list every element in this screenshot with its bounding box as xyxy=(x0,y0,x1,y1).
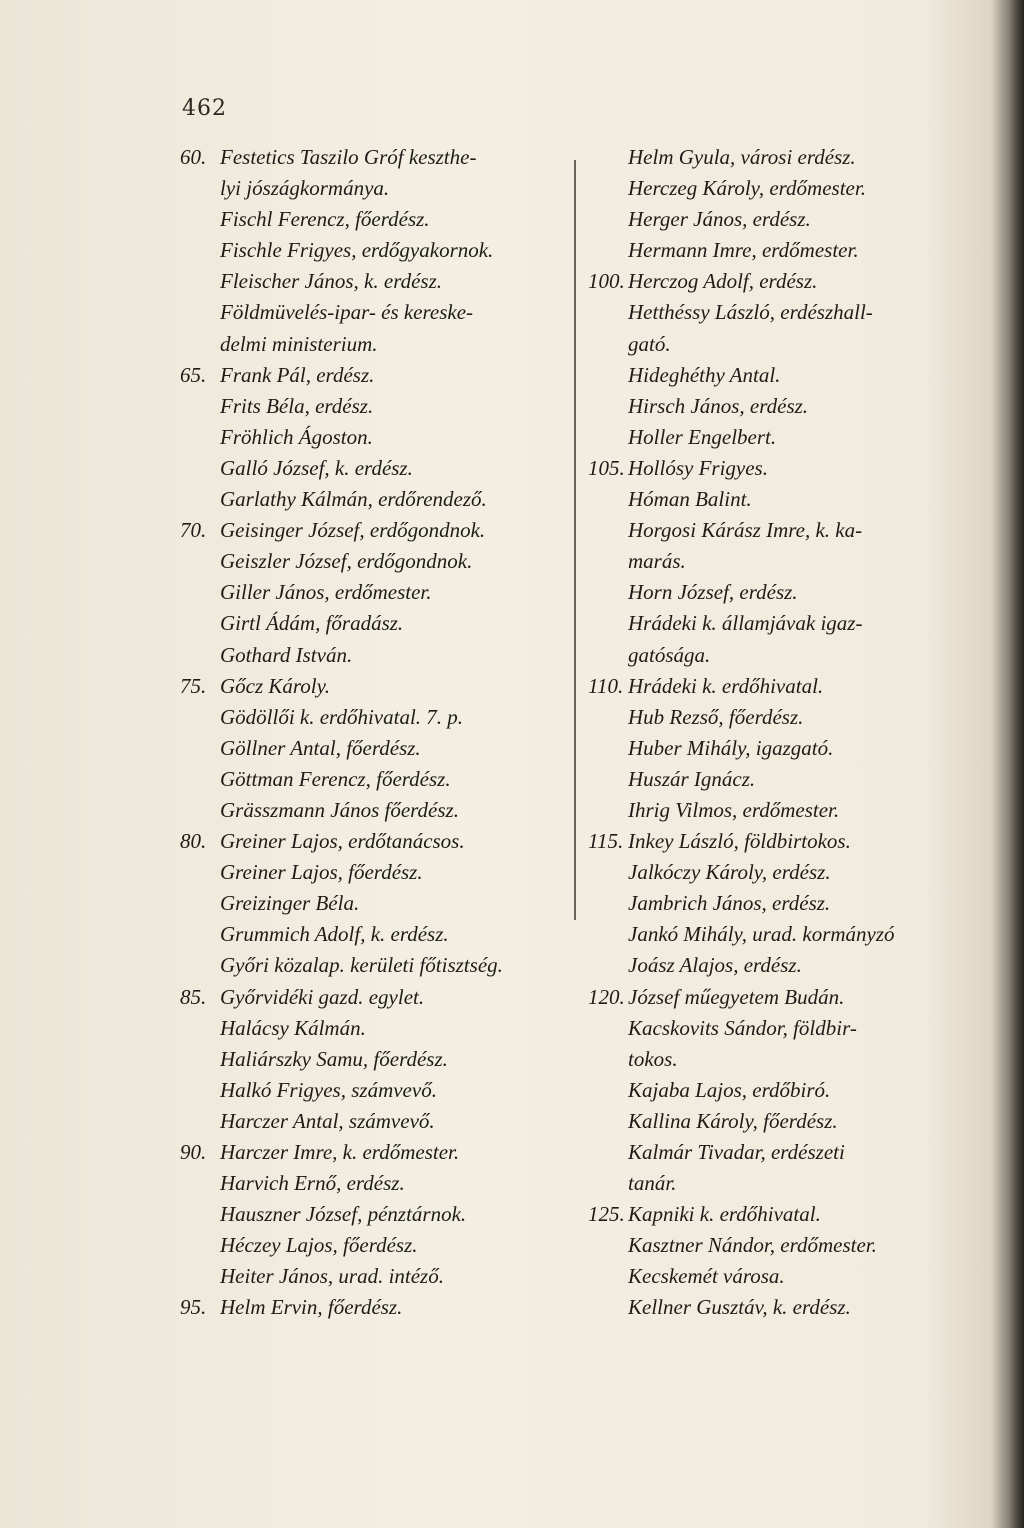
entry-number: 110. xyxy=(588,673,624,698)
list-entry xyxy=(588,297,978,328)
list-entry xyxy=(180,266,572,297)
list-entry xyxy=(588,1013,978,1044)
entry-text: Hermann Imre, erdőmester. xyxy=(628,238,859,263)
entry-text: Kapniki k. erdőhivatal. xyxy=(628,1202,821,1227)
list-entry xyxy=(180,1075,572,1106)
list-entry xyxy=(180,453,572,484)
entry-text: Hrádeki k. államjávak igaz- xyxy=(628,611,863,636)
list-entry xyxy=(180,422,572,453)
entry-number: 105. xyxy=(588,455,625,480)
list-entry xyxy=(180,982,572,1013)
entry-text: Helm Ervin, főerdész. xyxy=(220,1295,403,1320)
list-entry xyxy=(588,640,978,671)
entry-text: gató. xyxy=(628,331,671,356)
entry-text: Holler Engelbert. xyxy=(628,424,777,449)
entry-text: Halácsy Kálmán. xyxy=(220,1015,366,1040)
entry-text: lyi jószágkormánya. xyxy=(220,176,390,201)
entry-number: 75. xyxy=(180,673,207,698)
list-entry xyxy=(180,173,572,204)
entry-text: Hollósy Frigyes. xyxy=(628,455,768,480)
entry-text: gatósága. xyxy=(628,642,711,667)
entry-text: Huszár Ignácz. xyxy=(628,766,756,791)
entry-text: Kallina Károly, főerdész. xyxy=(628,1108,838,1133)
entry-text: Horgosi Kárász Imre, k. ka- xyxy=(628,518,863,543)
entry-text: Hideghéthy Antal. xyxy=(628,362,781,387)
list-entry xyxy=(180,484,572,515)
entry-text: Harczer Antal, számvevő. xyxy=(220,1108,435,1133)
entry-text: Geisinger József, erdőgondnok. xyxy=(220,518,486,543)
entry-text: Horn József, erdész. xyxy=(628,580,798,605)
entry-text: Festetics Taszilo Gróf keszthe- xyxy=(220,145,477,169)
entry-text: Giller János, erdőmester. xyxy=(220,580,432,605)
entry-text: Fischl Ferencz, főerdész. xyxy=(220,207,430,232)
entry-text: Herczog Adolf, erdész. xyxy=(628,269,818,294)
entry-text: József műegyetem Budán. xyxy=(628,984,845,1009)
entry-text: Gothard István. xyxy=(220,642,353,667)
entry-number: 115. xyxy=(588,829,624,854)
entry-text: Földmüvelés-ipar- és kereske- xyxy=(220,300,474,325)
list-entry xyxy=(180,764,572,795)
list-entry xyxy=(180,1292,572,1323)
list-entry xyxy=(588,173,978,204)
entry-text: Kalmár Tivadar, erdészeti xyxy=(628,1140,845,1164)
list-entry xyxy=(588,1044,978,1075)
entry-text: Győrvidéki gazd. egylet. xyxy=(220,984,425,1009)
entry-text: Fischle Frigyes, erdőgyakornok. xyxy=(220,238,494,263)
entry-text: Girtl Ádám, főradász. xyxy=(220,611,404,636)
list-entry xyxy=(588,391,978,422)
left-column xyxy=(180,142,572,1324)
list-entry xyxy=(588,1261,978,1292)
list-entry xyxy=(588,608,978,639)
list-entry xyxy=(588,795,978,826)
list-entry xyxy=(180,1168,572,1199)
list-entry xyxy=(180,577,572,608)
list-entry xyxy=(588,671,978,702)
entry-text: Kellner Gusztáv, k. erdész. xyxy=(628,1295,851,1320)
list-entry xyxy=(588,1137,978,1168)
entry-text: Jalkóczy Károly, erdész. xyxy=(628,860,831,885)
entry-text: Fleischer János, k. erdész. xyxy=(220,269,442,294)
list-entry xyxy=(180,515,572,546)
entry-text: Garlathy Kálmán, erdőrendező. xyxy=(220,487,487,512)
list-entry xyxy=(180,671,572,702)
entry-number: 90. xyxy=(180,1140,207,1164)
list-entry xyxy=(588,266,978,297)
list-entry xyxy=(588,1075,978,1106)
entry-text: Grummich Adolf, k. erdész. xyxy=(220,922,449,947)
entry-text: Halkó Frigyes, számvevő. xyxy=(220,1077,437,1102)
right-column xyxy=(588,142,978,1324)
list-entry xyxy=(588,919,978,950)
list-entry xyxy=(588,329,978,360)
list-entry xyxy=(180,204,572,235)
list-entry xyxy=(180,702,572,733)
list-entry xyxy=(180,1044,572,1075)
entry-number: 100. xyxy=(588,269,625,294)
list-entry xyxy=(588,733,978,764)
list-entry xyxy=(180,1106,572,1137)
list-entry xyxy=(180,546,572,577)
entry-text: Frank Pál, erdész. xyxy=(220,362,375,387)
entry-number: 65. xyxy=(180,362,207,387)
list-entry xyxy=(588,142,978,173)
list-entry xyxy=(588,1292,978,1323)
entry-text: tanár. xyxy=(628,1171,677,1196)
entry-text: Galló József, k. erdész. xyxy=(220,455,413,480)
entry-text: Hrádeki k. erdőhivatal. xyxy=(628,673,824,698)
entry-text: Ihrig Vilmos, erdőmester. xyxy=(628,797,840,822)
entry-text: Greizinger Béla. xyxy=(220,891,360,916)
list-entry xyxy=(180,391,572,422)
entry-text: Göllner Antal, főerdész. xyxy=(220,735,421,760)
list-entry xyxy=(180,888,572,919)
entry-number: 70. xyxy=(180,518,207,543)
entry-text: Haliárszky Samu, főerdész. xyxy=(220,1046,448,1071)
list-entry xyxy=(180,795,572,826)
entry-number: 60. xyxy=(180,145,207,169)
entry-number: 85. xyxy=(180,984,207,1009)
list-entry xyxy=(588,577,978,608)
entry-text: Gödöllői k. erdőhivatal. 7. p. xyxy=(220,704,464,729)
list-entry xyxy=(588,422,978,453)
entry-text: Kasztner Nándor, erdőmester. xyxy=(628,1233,877,1258)
list-entry xyxy=(588,702,978,733)
list-entry xyxy=(588,1230,978,1261)
list-entry xyxy=(180,329,572,360)
entry-text: Kajaba Lajos, erdőbiró. xyxy=(628,1077,831,1102)
list-entry xyxy=(588,204,978,235)
list-entry xyxy=(180,608,572,639)
entry-text: Grässzmann János főerdész. xyxy=(220,797,459,822)
entry-text: Hauszner József, pénztárnok. xyxy=(220,1202,467,1227)
entry-text: Hub Rezső, főerdész. xyxy=(628,704,804,729)
entry-text: Greiner Lajos, erdőtanácsos. xyxy=(220,829,465,854)
list-entry xyxy=(588,1168,978,1199)
entry-text: Frits Béla, erdész. xyxy=(220,393,374,418)
list-entry xyxy=(588,764,978,795)
entry-text: Hetthéssy László, erdészhall- xyxy=(628,300,873,325)
list-entry xyxy=(180,1230,572,1261)
entry-text: Hirsch János, erdész. xyxy=(628,393,809,418)
list-entry xyxy=(588,235,978,266)
entry-text: Kecskemét városa. xyxy=(628,1264,785,1289)
list-entry xyxy=(180,235,572,266)
entry-text: Helm Gyula, városi erdész. xyxy=(628,145,856,169)
list-entry xyxy=(180,919,572,950)
list-entry xyxy=(588,360,978,391)
entry-text: Herger János, erdész. xyxy=(628,207,811,232)
list-entry xyxy=(588,982,978,1013)
entry-text: Huber Mihály, igazgató. xyxy=(628,735,834,760)
entry-text: Hóman Balint. xyxy=(628,487,752,512)
entry-text: Inkey László, földbirtokos. xyxy=(628,829,851,854)
list-entry xyxy=(588,515,978,546)
entry-text: Jankó Mihály, urad. kormányzó xyxy=(628,922,895,947)
list-entry xyxy=(180,857,572,888)
list-entry xyxy=(180,142,572,173)
list-entry xyxy=(180,640,572,671)
list-entry xyxy=(588,484,978,515)
list-entry xyxy=(588,888,978,919)
entry-text: delmi ministerium. xyxy=(220,331,378,356)
entry-number: 125. xyxy=(588,1202,625,1227)
entry-text: tokos. xyxy=(628,1046,678,1071)
entry-text: marás. xyxy=(628,549,686,574)
page-edge-shadow xyxy=(990,0,1024,1528)
page-number: 462 xyxy=(182,96,227,121)
entry-text: Göttman Ferencz, főerdész. xyxy=(220,766,451,791)
list-entry xyxy=(180,360,572,391)
entry-text: Harczer Imre, k. erdőmester. xyxy=(220,1140,460,1164)
list-entry xyxy=(180,1199,572,1230)
entry-text: Geiszler József, erdőgondnok. xyxy=(220,549,473,574)
list-entry xyxy=(588,857,978,888)
entry-text: Greiner Lajos, főerdész. xyxy=(220,860,423,885)
entry-text: Joász Alajos, erdész. xyxy=(628,953,802,978)
entry-text: Kacskovits Sándor, földbir- xyxy=(628,1015,857,1040)
entry-number: 80. xyxy=(180,829,207,854)
entry-text: Jambrich János, erdész. xyxy=(628,891,831,916)
column-divider xyxy=(574,160,576,920)
list-entry xyxy=(588,546,978,577)
entry-text: Héczey Lajos, főerdész. xyxy=(220,1233,418,1258)
list-entry xyxy=(180,1137,572,1168)
entry-number: 95. xyxy=(180,1295,207,1320)
list-entry xyxy=(588,950,978,981)
entry-number: 120. xyxy=(588,984,625,1009)
entry-text: Heiter János, urad. intéző. xyxy=(220,1264,444,1289)
list-entry xyxy=(180,733,572,764)
list-entry xyxy=(180,950,572,981)
entry-text: Győri közalap. kerületi főtisztség. xyxy=(220,953,503,978)
entry-text: Fröhlich Ágoston. xyxy=(220,424,373,449)
list-entry xyxy=(588,826,978,857)
list-entry xyxy=(180,297,572,328)
list-entry xyxy=(180,1013,572,1044)
list-entry xyxy=(588,1106,978,1137)
list-entry xyxy=(588,453,978,484)
list-entry xyxy=(180,1261,572,1292)
entry-text: Herczeg Károly, erdőmester. xyxy=(628,176,866,201)
entry-text: Harvich Ernő, erdész. xyxy=(220,1171,405,1196)
entry-text: Gőcz Károly. xyxy=(220,673,331,698)
list-entry xyxy=(180,826,572,857)
list-entry xyxy=(588,1199,978,1230)
